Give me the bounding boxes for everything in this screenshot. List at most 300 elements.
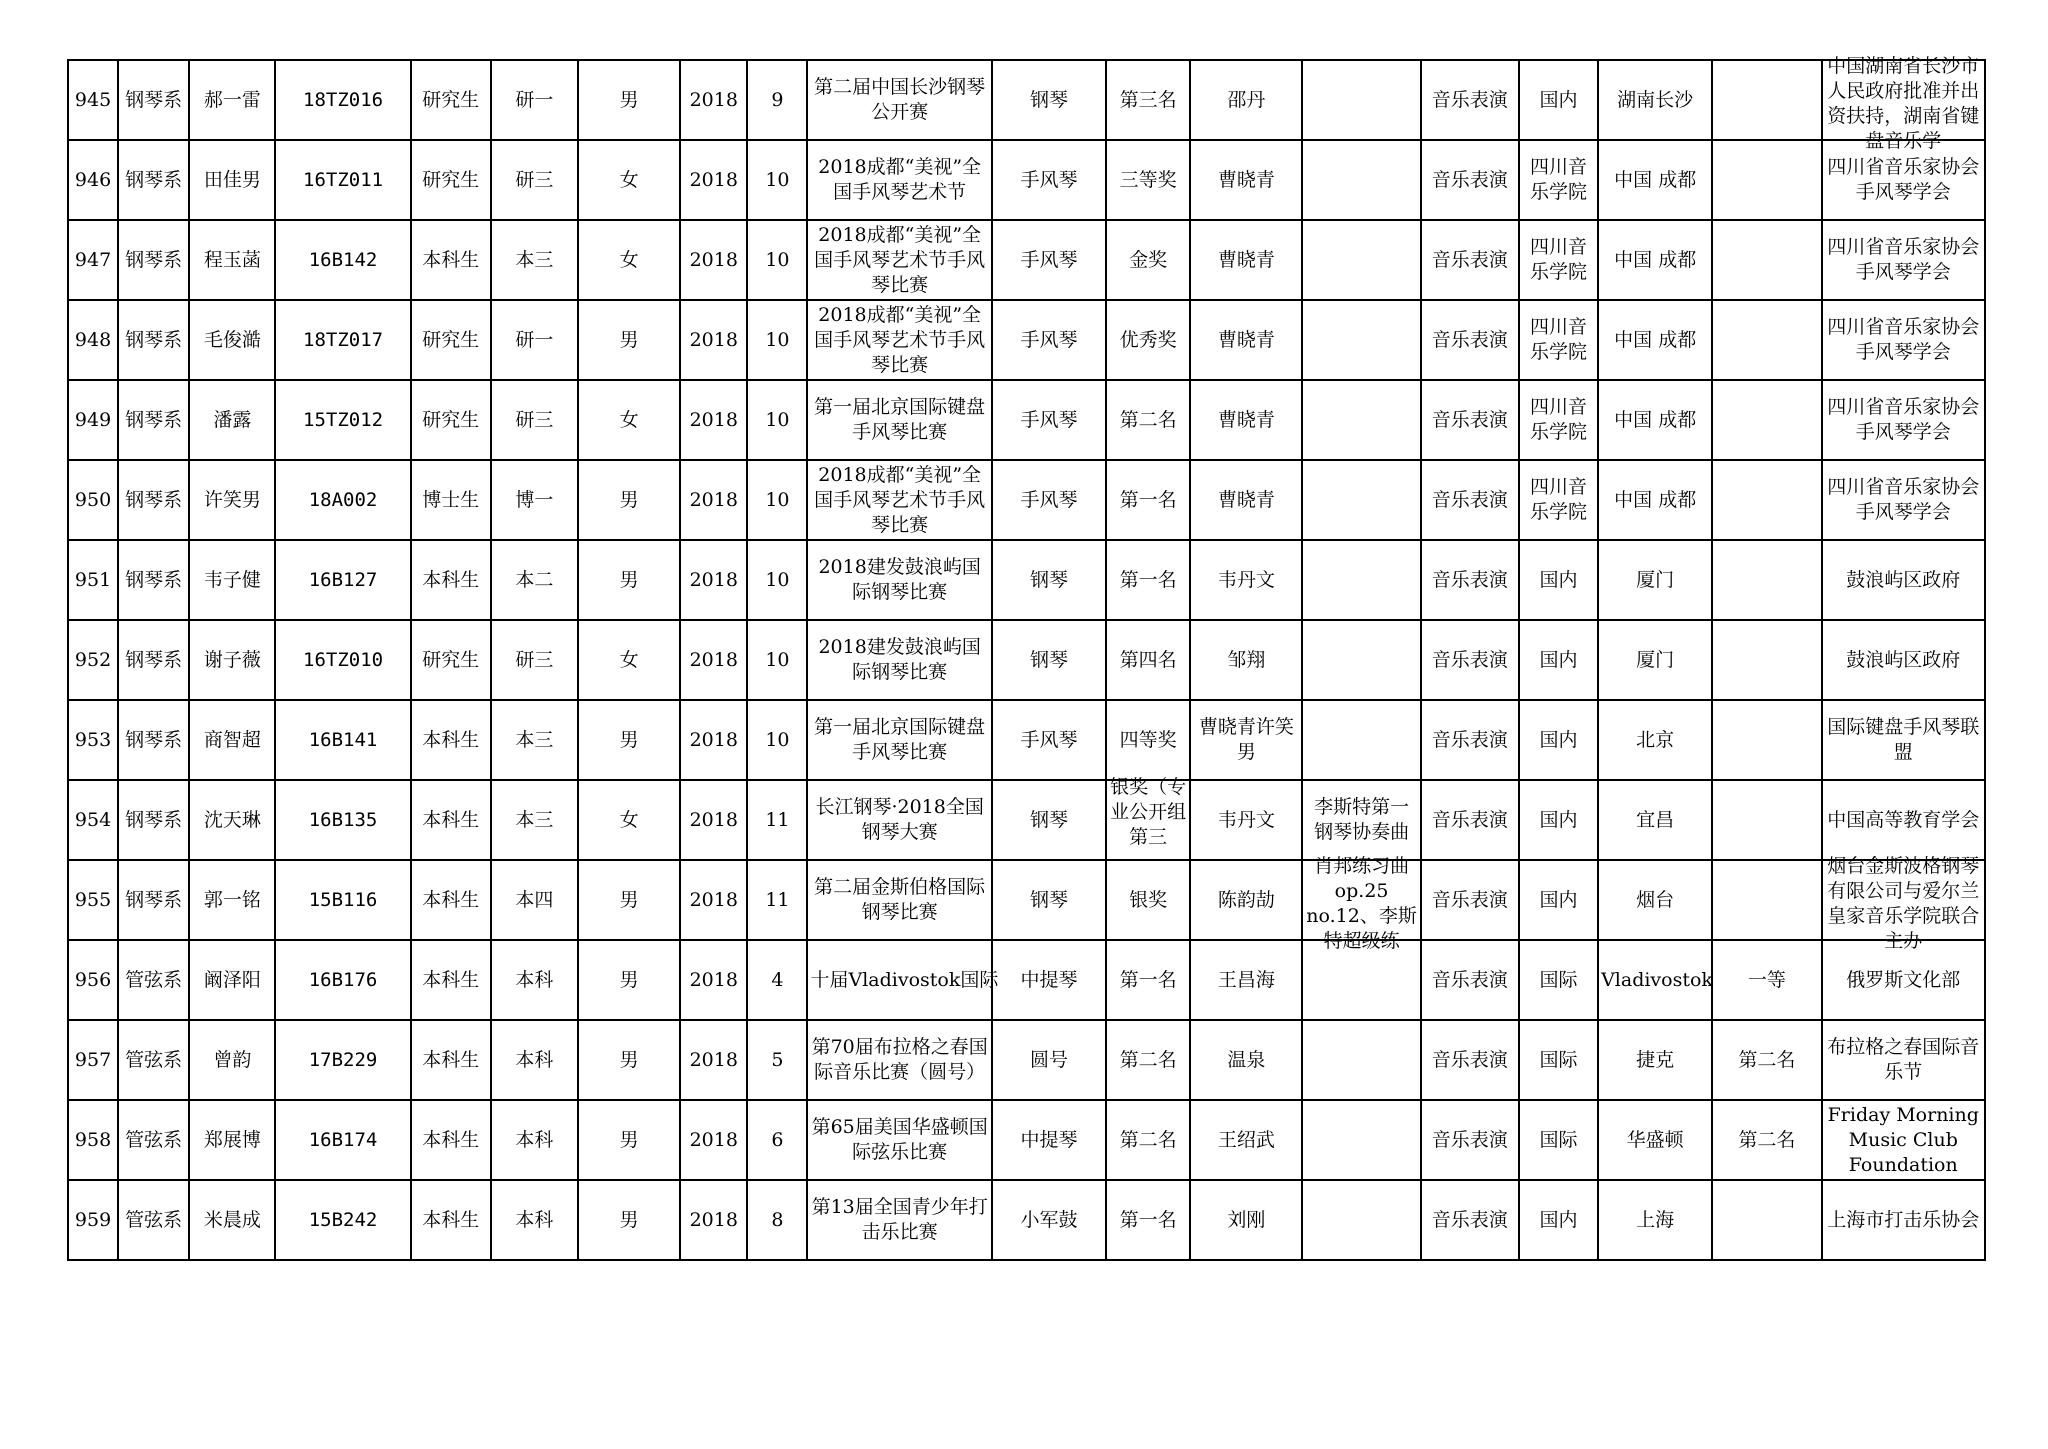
department-text: 钢琴系 [125,808,183,831]
scope-text: 四川音乐学院 [1529,476,1587,523]
month-text: 5 [771,1048,784,1071]
competition-name-text: 第二届金斯伯格国际钢琴比赛 [814,876,986,923]
competition-name-text: 十届Vladivostok国际 [810,968,999,991]
teacher-text: 刘刚 [1227,1208,1266,1231]
teacher-text: 曹晓青 [1217,408,1275,431]
award-cell [1106,860,1190,940]
major-text: 音乐表演 [1431,88,1508,111]
student-id-cell [275,860,410,940]
row-number-text: 956 [74,968,112,991]
competition-name-cell [807,700,991,780]
year-text: 2018 [689,488,738,511]
location-text: Vladivostok [1601,968,1713,991]
scope-cell [1519,140,1598,220]
major-text: 音乐表演 [1431,168,1508,191]
scope-text: 国际 [1539,1048,1578,1071]
month-text: 9 [771,88,784,111]
organizer-cell [1822,1180,1985,1260]
location-cell [1598,860,1712,940]
department-cell [118,940,189,1020]
grade-cell [491,380,578,460]
year-cell [680,540,747,620]
scope-cell [1519,220,1598,300]
student-name-cell [189,700,275,780]
instrument-cell [992,620,1106,700]
organizer-cell [1822,460,1985,540]
student-level-text: 本科生 [422,728,480,751]
year-text: 2018 [689,888,738,911]
location-cell [1598,60,1712,140]
major-text: 音乐表演 [1431,648,1508,671]
month-cell [747,460,807,540]
row-number-text: 957 [74,1048,112,1071]
rank-cell [1712,300,1821,380]
award-text: 四等奖 [1119,728,1177,751]
instrument-text: 中提琴 [1020,968,1078,991]
table-row [68,380,1985,460]
student-id-cell [275,540,410,620]
location-text: 厦门 [1636,568,1675,591]
gender-cell [578,380,680,460]
row-number-cell [68,780,118,860]
grade-text: 本四 [515,888,554,911]
year-text: 2018 [689,408,738,431]
organizer-text: 四川省音乐家协会手风琴学会 [1827,156,1980,203]
student-level-text: 研究生 [422,408,480,431]
organizer-cell [1822,1100,1985,1180]
scope-text: 四川音乐学院 [1529,236,1587,283]
competition-name-text: 2018成都“美视”全国手风琴艺术节 [818,156,982,203]
organizer-cell [1822,620,1985,700]
department-cell [118,380,189,460]
teacher-text: 陈韵劼 [1217,888,1275,911]
grade-text: 本三 [515,248,554,271]
gender-text: 男 [619,88,639,111]
instrument-cell [992,60,1106,140]
instrument-text: 钢琴 [1029,568,1068,591]
table-row [68,940,1985,1020]
department-text: 钢琴系 [125,488,183,511]
major-cell [1421,940,1519,1020]
scope-text: 四川音乐学院 [1529,156,1587,203]
location-text: 烟台 [1636,888,1675,911]
teacher-cell [1190,60,1302,140]
grade-cell [491,780,578,860]
row-number-text: 950 [74,488,112,511]
instrument-text: 钢琴 [1029,888,1068,911]
organizer-text: 布拉格之春国际音乐节 [1827,1036,1980,1083]
scope-cell [1519,780,1598,860]
instrument-cell [992,1180,1106,1260]
department-text: 管弦系 [125,968,183,991]
student-name-cell [189,460,275,540]
row-number-text: 952 [74,648,112,671]
student-id-cell [275,940,410,1020]
student-id-text: 16TZ010 [303,648,384,671]
student-id-cell [275,1180,410,1260]
award-cell [1106,460,1190,540]
student-name-cell [189,380,275,460]
student-name-text: 韦子健 [203,568,261,591]
organizer-cell [1822,55,1985,152]
gender-cell [578,1180,680,1260]
gender-cell [578,700,680,780]
month-text: 10 [765,328,790,351]
year-text: 2018 [689,968,738,991]
location-cell [1598,1020,1712,1100]
location-cell [1598,620,1712,700]
student-name-cell [189,1180,275,1260]
scope-text: 国内 [1539,1208,1578,1231]
rank-cell [1712,380,1821,460]
row-number-cell [68,860,118,940]
award-text: 第二名 [1119,1128,1177,1151]
student-level-cell [411,540,491,620]
teacher-cell [1190,1100,1302,1180]
grade-text: 本科 [515,1048,554,1071]
gender-text: 女 [619,168,639,191]
gender-cell [578,1100,680,1180]
department-text: 钢琴系 [125,328,183,351]
row-number-text: 953 [74,728,112,751]
location-text: 中国 成都 [1614,408,1697,431]
gender-cell [578,60,680,140]
rank-cell [1712,1020,1821,1100]
student-level-text: 本科生 [422,1208,480,1231]
student-name-text: 谢子薇 [203,648,261,671]
student-id-cell [275,1020,410,1100]
student-name-text: 米晨成 [203,1208,261,1231]
location-cell [1598,780,1712,860]
grade-cell [491,620,578,700]
department-text: 管弦系 [125,1208,183,1231]
gender-cell [578,780,680,860]
row-number-cell [68,460,118,540]
student-id-cell [275,140,410,220]
row-number-text: 954 [74,808,112,831]
repertoire-cell [1302,855,1420,952]
department-cell [118,780,189,860]
month-text: 10 [765,568,790,591]
scope-text: 国内 [1539,648,1578,671]
scope-cell [1519,60,1598,140]
organizer-text: 鼓浪屿区政府 [1846,648,1961,671]
student-id-text: 16B176 [308,968,378,991]
location-cell [1598,460,1712,540]
teacher-cell [1190,940,1302,1020]
organizer-text: 鼓浪屿区政府 [1846,568,1961,591]
major-text: 音乐表演 [1431,248,1508,271]
year-text: 2018 [689,1128,738,1151]
student-level-cell [411,1100,491,1180]
location-text: 湖南长沙 [1617,88,1694,111]
organizer-text: 国际键盘手风琴联盟 [1827,716,1980,763]
student-name-cell [189,540,275,620]
instrument-text: 小军鼓 [1020,1208,1078,1231]
grade-cell [491,700,578,780]
major-cell [1421,860,1519,940]
location-text: 宜昌 [1636,808,1675,831]
major-text: 音乐表演 [1431,408,1508,431]
department-text: 钢琴系 [125,168,183,191]
table-row [68,300,1985,380]
month-text: 8 [771,1208,784,1231]
location-text: 厦门 [1636,648,1675,671]
table-row [68,1180,1985,1260]
student-name-cell [189,620,275,700]
grade-text: 研三 [515,408,554,431]
month-cell [747,140,807,220]
instrument-cell [992,540,1106,620]
student-id-text: 16B135 [308,808,378,831]
student-level-cell [411,1180,491,1260]
teacher-cell [1190,860,1302,940]
scope-cell [1519,300,1598,380]
student-level-text: 本科生 [422,888,480,911]
grade-text: 本科 [515,1208,554,1231]
student-level-cell [411,780,491,860]
scope-cell [1519,620,1598,700]
location-cell [1598,700,1712,780]
table-row [68,220,1985,300]
scope-text: 国际 [1539,968,1578,991]
gender-text: 男 [619,968,639,991]
table-row [68,60,1985,140]
month-cell [747,300,807,380]
department-cell [118,460,189,540]
department-text: 钢琴系 [125,728,183,751]
instrument-text: 钢琴 [1029,808,1068,831]
month-text: 10 [765,168,790,191]
award-text: 金奖 [1129,248,1168,271]
student-name-text: 郝一雷 [203,88,261,111]
competition-name-cell [807,380,991,460]
student-id-text: 15TZ012 [303,408,384,431]
major-text: 音乐表演 [1431,968,1508,991]
student-id-cell [275,1100,410,1180]
organizer-cell [1822,700,1985,780]
rank-cell [1712,780,1821,860]
instrument-text: 手风琴 [1020,168,1078,191]
location-text: 中国 成都 [1614,248,1697,271]
month-text: 10 [765,488,790,511]
major-cell [1421,1180,1519,1260]
department-text: 钢琴系 [125,888,183,911]
student-level-cell [411,700,491,780]
department-cell [118,540,189,620]
repertoire-cell [1302,620,1420,700]
student-name-text: 潘露 [213,408,252,431]
competition-name-text: 2018成都“美视”全国手风琴艺术节手风琴比赛 [814,303,986,376]
gender-text: 男 [619,888,639,911]
location-cell [1598,940,1712,1020]
month-text: 10 [765,408,790,431]
student-name-cell [189,60,275,140]
month-cell [747,1020,807,1100]
competition-name-text: 长江钢琴·2018全国钢琴大赛 [815,796,984,843]
location-cell [1598,540,1712,620]
major-cell [1421,1100,1519,1180]
award-text: 第三名 [1119,88,1177,111]
department-text: 钢琴系 [125,88,183,111]
student-name-cell [189,1020,275,1100]
student-name-text: 郭一铭 [203,888,261,911]
department-cell [118,1180,189,1260]
instrument-cell [992,1100,1106,1180]
department-text: 钢琴系 [125,248,183,271]
student-level-text: 研究生 [422,168,480,191]
repertoire-cell [1302,540,1420,620]
teacher-cell [1190,300,1302,380]
gender-cell [578,460,680,540]
department-cell [118,1100,189,1180]
teacher-cell [1190,700,1302,780]
year-text: 2018 [689,808,738,831]
department-text: 钢琴系 [125,568,183,591]
award-text: 第一名 [1119,568,1177,591]
organizer-cell [1822,380,1985,460]
student-id-cell [275,220,410,300]
competition-name-cell [807,1180,991,1260]
major-cell [1421,220,1519,300]
student-name-cell [189,300,275,380]
year-cell [680,220,747,300]
teacher-cell [1190,460,1302,540]
year-text: 2018 [689,168,738,191]
award-cell [1106,380,1190,460]
student-id-text: 16B142 [308,248,378,271]
teacher-cell [1190,220,1302,300]
grade-cell [491,1180,578,1260]
scope-text: 国内 [1539,728,1578,751]
row-number-cell [68,60,118,140]
location-text: 华盛顿 [1626,1128,1684,1151]
grade-text: 本三 [515,808,554,831]
award-text: 银奖 [1129,888,1168,911]
rank-cell [1712,700,1821,780]
month-text: 6 [771,1128,784,1151]
award-cell [1106,540,1190,620]
department-cell [118,140,189,220]
instrument-cell [992,220,1106,300]
student-id-cell [275,780,410,860]
scope-cell [1519,540,1598,620]
student-level-text: 研究生 [422,88,480,111]
repertoire-cell [1302,700,1420,780]
student-name-text: 许笑男 [203,488,261,511]
month-cell [747,940,807,1020]
major-text: 音乐表演 [1431,808,1508,831]
repertoire-cell [1302,140,1420,220]
month-cell [747,700,807,780]
year-cell [680,860,747,940]
month-cell [747,540,807,620]
gender-text: 女 [619,408,639,431]
instrument-text: 中提琴 [1020,1128,1078,1151]
student-level-cell [411,300,491,380]
instrument-cell [992,940,1106,1020]
student-id-text: 15B242 [308,1208,378,1231]
award-cell [1106,775,1190,860]
row-number-cell [68,300,118,380]
month-cell [747,1100,807,1180]
instrument-cell [992,1020,1106,1100]
year-cell [680,380,747,460]
instrument-text: 手风琴 [1020,408,1078,431]
competition-name-text: 第一届北京国际键盘手风琴比赛 [814,396,986,443]
teacher-text: 韦丹文 [1217,808,1275,831]
competition-name-text: 第70届布拉格之春国际音乐比赛（圆号） [811,1036,988,1083]
year-cell [680,300,747,380]
gender-text: 男 [619,728,639,751]
major-cell [1421,1020,1519,1100]
year-text: 2018 [689,88,738,111]
rank-cell [1712,140,1821,220]
row-number-cell [68,380,118,460]
student-name-cell [189,780,275,860]
grade-cell [491,300,578,380]
teacher-text: 曹晓青 [1217,488,1275,511]
teacher-text: 曹晓青 [1217,168,1275,191]
grade-text: 博一 [515,488,554,511]
teacher-cell [1190,540,1302,620]
scope-text: 国际 [1539,1128,1578,1151]
gender-text: 男 [619,1128,639,1151]
organizer-cell [1822,1020,1985,1100]
organizer-cell [1822,780,1985,860]
location-text: 中国 成都 [1614,168,1697,191]
grade-text: 研三 [515,168,554,191]
award-table [67,55,1986,1261]
instrument-text: 手风琴 [1020,248,1078,271]
student-name-cell [189,860,275,940]
student-name-cell [189,1100,275,1180]
student-name-text: 商智超 [203,728,261,751]
competition-name-text: 2018建发鼓浪屿国际钢琴比赛 [818,556,981,603]
major-cell [1421,460,1519,540]
competition-name-text: 第65届美国华盛顿国际弦乐比赛 [811,1116,988,1163]
grade-text: 本科 [515,968,554,991]
student-id-cell [275,60,410,140]
teacher-text: 曹晓青 [1217,328,1275,351]
repertoire-cell [1302,380,1420,460]
instrument-text: 圆号 [1029,1048,1068,1071]
row-number-cell [68,1020,118,1100]
competition-name-text: 2018建发鼓浪屿国际钢琴比赛 [818,636,981,683]
student-level-cell [411,860,491,940]
gender-text: 女 [619,248,639,271]
row-number-text: 949 [74,408,112,431]
competition-name-text: 第13届全国青少年打击乐比赛 [811,1196,988,1243]
rank-cell [1712,540,1821,620]
year-cell [680,1020,747,1100]
student-name-cell [189,940,275,1020]
organizer-text: 烟台金斯波格钢琴有限公司与爱尔兰皇家音乐学院联合主办 [1827,855,1980,952]
gender-text: 女 [619,808,639,831]
year-text: 2018 [689,1208,738,1231]
scope-cell [1519,1020,1598,1100]
rank-cell [1712,460,1821,540]
location-text: 北京 [1636,728,1675,751]
rank-cell [1712,220,1821,300]
table-row [68,860,1985,940]
row-number-text: 955 [74,888,112,911]
competition-name-cell [807,60,991,140]
grade-cell [491,60,578,140]
department-text: 管弦系 [125,1048,183,1071]
scope-text: 国内 [1539,88,1578,111]
major-cell [1421,300,1519,380]
